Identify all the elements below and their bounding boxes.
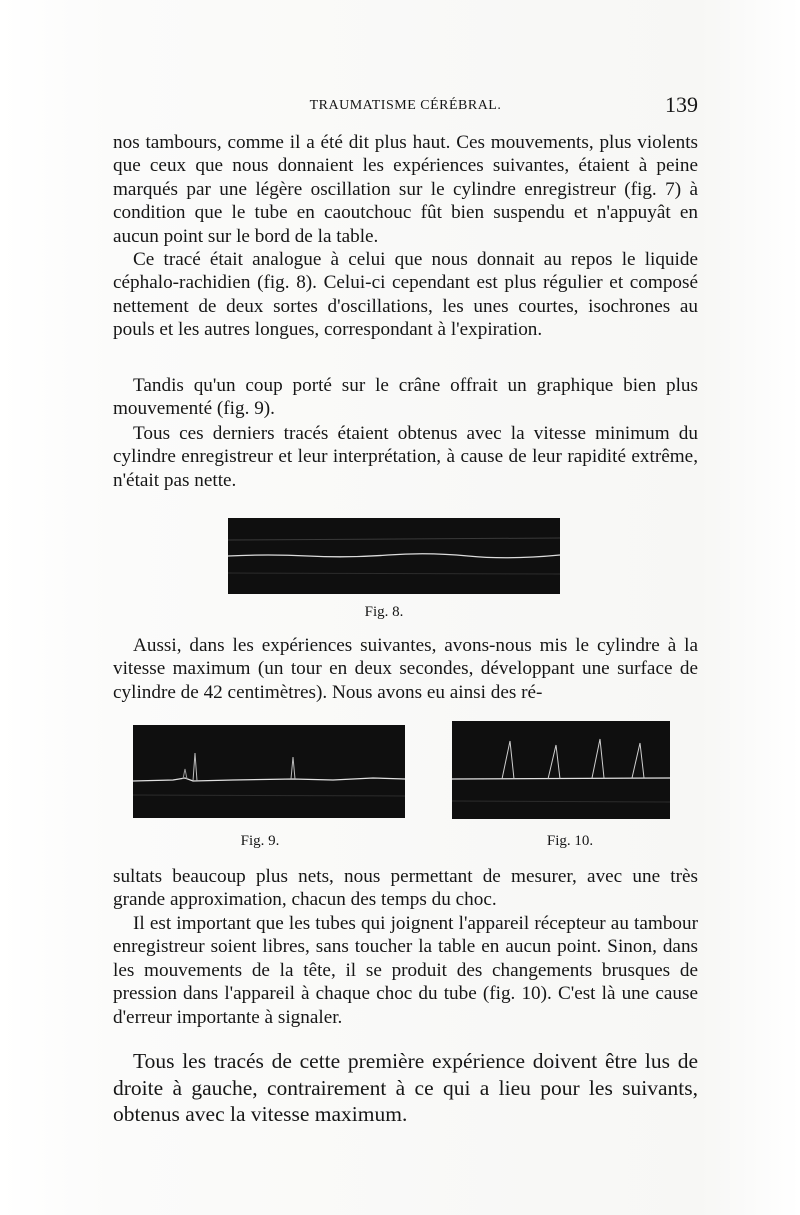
paragraph-4: Tous ces derniers tracés étaient obtenus avec la vitesse minimum du cylindre enregistreur et leur interprétation, à cause de leur rapidité extrême, n'était pas nette. <box>113 423 698 491</box>
fig-10-caption: Fig. 10. <box>546 833 594 849</box>
fig-10-trace-image <box>452 721 670 819</box>
running-head: TRAUMATISME CÉRÉBRAL. <box>309 98 502 113</box>
paragraph-2: Ce tracé était analogue à celui que nous donnait au repos le liquide céphalo-rachidien (fig. 8). Celui-ci cependant est plus régulier et composé nettement de deux sortes d'oscillations, les unes courtes, isochrones au pouls et les autres longues, correspondant à l'expiration. <box>113 249 698 341</box>
page-header <box>113 92 698 120</box>
figure-10 <box>452 721 670 819</box>
paragraph-6: sultats beaucoup plus nets, nous permettant de mesurer, avec une très grande approximation, chacun des temps du choc. <box>113 866 698 911</box>
figure-9 <box>133 725 405 818</box>
paragraph-8: Tous les tracés de cette première expérience doivent être lus de droite à gauche, contrairement à ce qui a lieu pour les suivants, obtenus avec la vitesse maximum. <box>113 1049 698 1126</box>
fig-8-trace-image <box>228 518 560 594</box>
fig-9-trace-image <box>133 725 405 818</box>
paragraph-5: Aussi, dans les expériences suivantes, avons-nous mis le cylindre à la vitesse maximum (un tour en deux secondes, développant une surface de cylindre de 42 centimètres). Nous avons eu ainsi des ré- <box>113 635 698 703</box>
fig-8-caption: Fig. 8. <box>364 604 404 620</box>
page-number: 139 <box>665 92 698 117</box>
figure-8 <box>228 518 560 594</box>
fig-9-caption: Fig. 9. <box>240 833 280 849</box>
paragraph-1: nos tambours, comme il a été dit plus haut. Ces mouvements, plus violents que ceux que nous donnaient les expériences suivantes, étaient à peine marqués par une légère oscillation sur le cylindre enregistreur (fig. 7) à condition que le tube en caoutchouc fût bien suspendu et n'appuyât en aucun point sur le bord de la table. <box>113 132 698 247</box>
paragraph-7: Il est important que les tubes qui joignent l'appareil récepteur au tambour enregistreur soient libres, sans toucher la table en aucun point. Sinon, dans les mouvements de la tête, il se produit des changements brusques de pression dans l'appareil à chaque choc du tube (fig. 10). C'est là une cause d'erreur importante à signaler. <box>113 913 698 1028</box>
paragraph-3: Tandis qu'un coup porté sur le crâne offrait un graphique bien plus mouvementé (fig. 9). <box>113 375 698 420</box>
